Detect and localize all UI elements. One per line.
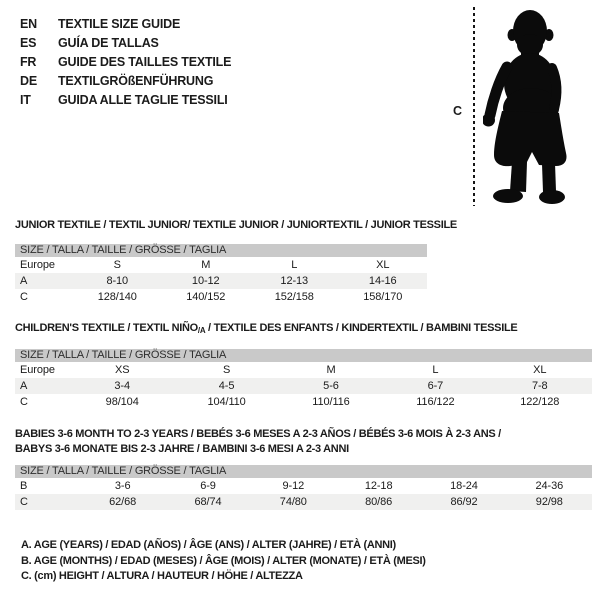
junior-table-section xyxy=(15,218,457,305)
title-text: CHILDREN'S TEXTILE / TEXTIL NIÑO xyxy=(15,322,198,334)
size-cell: 6-9 xyxy=(200,480,216,492)
toddler-silhouette-icon xyxy=(483,5,598,215)
size-cell: L xyxy=(291,259,298,271)
size-cell: M xyxy=(201,259,211,271)
language-code: DE xyxy=(20,73,37,88)
height-c-label: C xyxy=(453,104,463,118)
table-row xyxy=(15,257,427,273)
language-title: GUIDA ALLE TAGLIE TESSILI xyxy=(58,92,228,107)
size-cell: 104/110 xyxy=(207,396,246,408)
language-row xyxy=(20,33,231,52)
size-cell: XL xyxy=(533,364,547,376)
size-cell: 5-6 xyxy=(323,380,339,392)
language-row xyxy=(20,71,231,90)
size-cell: S xyxy=(113,259,121,271)
size-cell: 8-10 xyxy=(106,275,129,287)
children-table-section xyxy=(15,321,592,410)
table-row xyxy=(15,273,427,289)
size-cell: 18-24 xyxy=(450,480,478,492)
table-row xyxy=(15,478,592,494)
size-header-band: SIZE / TALLA / TAILLE / GRÖSSE / TAGLIA xyxy=(15,244,427,257)
row-label: C xyxy=(20,291,28,303)
size-cell: 74/80 xyxy=(279,496,307,508)
size-cell: 86/92 xyxy=(450,496,478,508)
babies-size-table xyxy=(15,478,592,510)
size-cell: 3-6 xyxy=(114,480,131,492)
size-cell: 158/170 xyxy=(363,291,403,303)
size-cell: 6-7 xyxy=(427,380,444,392)
table-row xyxy=(15,378,592,394)
language-code: IT xyxy=(20,92,31,107)
size-cell: 116/122 xyxy=(416,396,455,408)
row-label: A xyxy=(20,380,28,392)
row-label: C xyxy=(20,496,28,508)
size-cell: 3-4 xyxy=(114,380,130,392)
language-title: TEXTILGRÖßENFÜHRUNG xyxy=(58,73,214,88)
row-label: Europe xyxy=(20,364,55,376)
size-cell: 14-16 xyxy=(368,275,397,287)
language-title: TEXTILE SIZE GUIDE xyxy=(58,16,181,31)
table-row xyxy=(15,362,592,378)
size-cell: 12-18 xyxy=(364,480,393,492)
size-cell: XL xyxy=(376,259,390,271)
babies-table-title xyxy=(15,427,592,457)
size-cell: 4-5 xyxy=(218,380,235,392)
size-cell: 68/74 xyxy=(194,496,222,508)
height-measure-dashed-line xyxy=(473,7,475,206)
title-line-1: BABIES 3-6 MONTH TO 2-3 YEARS / BEBÉS 3-6 MESES A 2-3 AÑOS / BÉBÉS 3-6 MOIS À 2-3 ANS / xyxy=(15,428,501,440)
size-cell: 12-13 xyxy=(280,275,309,287)
row-label: Europe xyxy=(20,259,55,271)
size-cell: L xyxy=(432,364,439,376)
language-code: ES xyxy=(20,35,37,50)
footnote-legend xyxy=(21,538,426,585)
language-row xyxy=(20,14,231,33)
language-title: GUIDE DES TAILLES TEXTILE xyxy=(58,54,232,69)
language-row xyxy=(20,52,231,71)
title-text: / TEXTILE DES ENFANTS / KINDERTEXTIL / BAMBINI TESSILE xyxy=(205,322,518,334)
size-cell: 122/128 xyxy=(520,396,560,408)
children-table-title xyxy=(15,321,592,338)
size-cell: 128/140 xyxy=(97,291,137,303)
table-row xyxy=(15,394,592,410)
size-cell: 98/104 xyxy=(105,396,139,408)
size-cell: 7-8 xyxy=(531,380,548,392)
language-code: EN xyxy=(20,16,37,31)
table-row xyxy=(15,289,427,305)
junior-table-title: JUNIOR TEXTILE / TEXTIL JUNIOR/ TEXTILE JUNIOR / JUNIORTEXTIL / JUNIOR TESSILE xyxy=(15,219,457,231)
size-cell: 92/98 xyxy=(535,496,563,508)
footnote-c: C. (cm) HEIGHT / ALTURA / HAUTEUR / HÖHE / ALTEZZA xyxy=(21,570,303,582)
size-cell: 10-12 xyxy=(191,275,220,287)
babies-table-section xyxy=(15,427,592,510)
language-row xyxy=(20,90,231,109)
size-cell: M xyxy=(326,364,336,376)
footnote-a: A. AGE (YEARS) / EDAD (AÑOS) / ÂGE (ANS) / ALTER (JAHRE) / ETÀ (ANNI) xyxy=(21,539,396,551)
footnote-b: B. AGE (MONTHS) / EDAD (MESES) / ÂGE (MOIS) / ALTER (MONATE) / ETÀ (MESI) xyxy=(21,554,426,567)
size-cell: 62/68 xyxy=(109,496,137,508)
size-header-band: SIZE / TALLA / TAILLE / GRÖSSE / TAGLIA xyxy=(15,349,592,362)
table-row xyxy=(15,494,592,510)
language-title-block xyxy=(20,14,231,109)
children-size-table xyxy=(15,362,592,410)
row-label: A xyxy=(20,275,28,287)
size-cell: 80/86 xyxy=(365,496,393,508)
title-line-2: BABYS 3-6 MONATE BIS 2-3 JAHRE / BAMBINI 3-6 MESI A 2-3 ANNI xyxy=(15,443,349,455)
size-cell: 152/158 xyxy=(274,291,314,303)
size-header-band: SIZE / TALLA / TAILLE / GRÖSSE / TAGLIA xyxy=(15,465,592,478)
size-cell: 9-12 xyxy=(282,480,305,492)
size-cell: XS xyxy=(114,364,130,376)
title-subscript: /A xyxy=(197,326,206,335)
language-title: GUÍA DE TALLAS xyxy=(58,35,159,50)
row-label: B xyxy=(20,480,28,492)
size-cell: S xyxy=(222,364,231,376)
size-cell: 110/116 xyxy=(312,396,350,408)
language-code: FR xyxy=(20,54,37,69)
row-label: C xyxy=(20,396,28,408)
size-cell: 140/152 xyxy=(186,291,226,303)
junior-size-table xyxy=(15,257,427,305)
size-cell: 24-36 xyxy=(535,480,564,492)
